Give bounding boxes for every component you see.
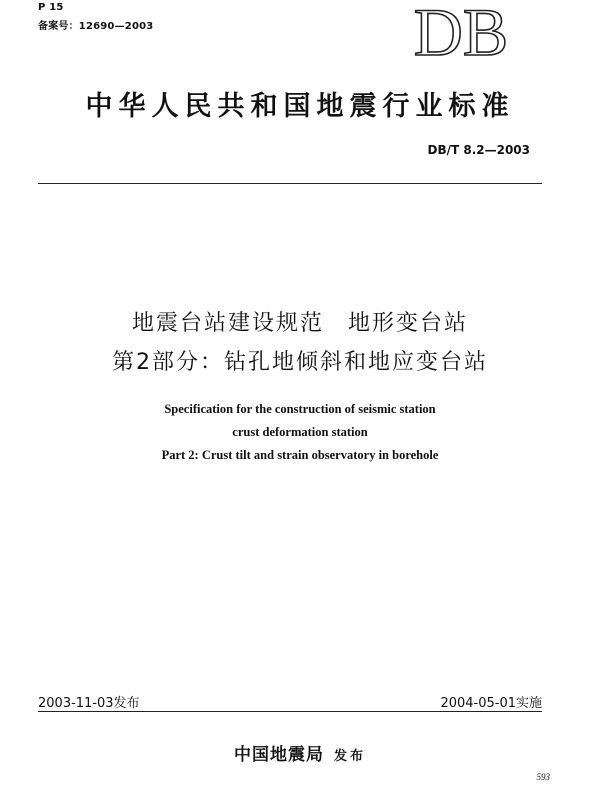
record-number: 备案号：12690—2003 — [38, 21, 154, 32]
standard-number: DB/T 8.2—2003 — [427, 143, 530, 157]
implement-date: 2004-05-01实施 — [440, 696, 542, 711]
publisher-verb: 发布 — [333, 749, 366, 764]
main-title: 中华人民共和国地震行业标准 — [85, 91, 515, 122]
ics-code: P 15 — [38, 2, 64, 13]
title-en-line3: Part 2: Crust tilt and strain observatory in borehole — [161, 448, 439, 462]
issue-date: 2003-11-03发布 — [38, 696, 140, 711]
title-en-line2: crust deformation station — [232, 425, 368, 439]
publisher — [0, 740, 600, 765]
db-logo — [396, 0, 526, 62]
db-logo-text: DB — [413, 0, 509, 62]
top-divider — [38, 183, 542, 184]
page-number: 593 — [536, 772, 550, 782]
title-cn-line1: 地震台站建设规范 地形变台站 — [131, 311, 468, 336]
publisher-name: 中国地震局 — [233, 745, 324, 765]
bottom-divider — [38, 711, 542, 712]
title-en-line1: Specification for the construction of seismic station — [164, 402, 436, 416]
title-cn-line2: 第2部分：钻孔地倾斜和地应变台站 — [112, 350, 488, 375]
